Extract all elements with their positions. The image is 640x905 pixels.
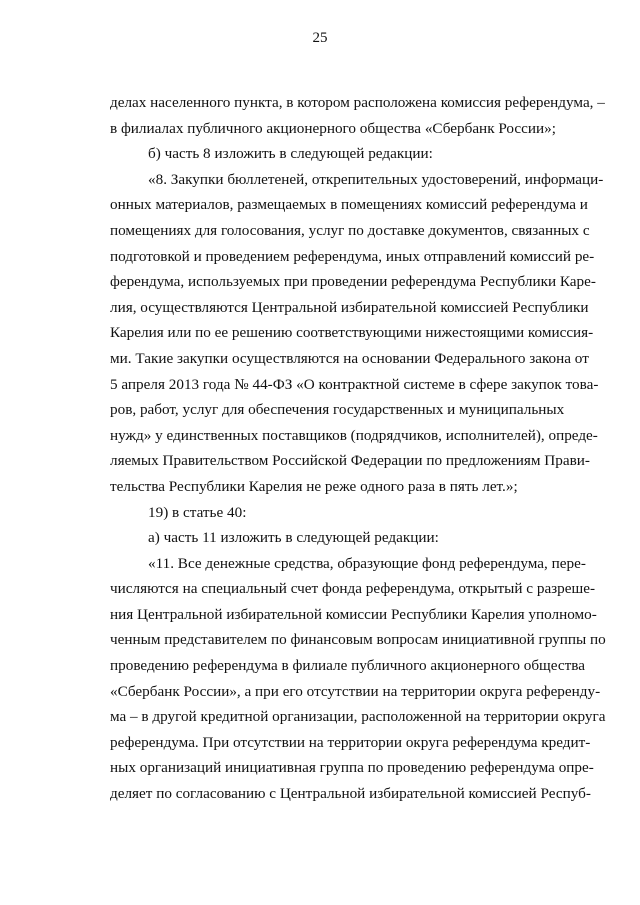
page-number: 25 bbox=[312, 30, 328, 46]
text-line: в филиалах публичного акционерного общества «Сбербанк России»; bbox=[110, 119, 556, 137]
text-line: ния Центральной избирательной комиссии Республики Карелия уполномо- bbox=[110, 605, 597, 623]
text-line: 5 апреля 2013 года № 44-ФЗ «О контрактной системе в сфере закупок това- bbox=[110, 375, 599, 393]
text-line: тельства Республики Карелия не реже одного раза в пять лет.»; bbox=[110, 477, 518, 495]
text-line: ров, работ, услуг для обеспечения государственных и муниципальных bbox=[110, 401, 565, 419]
text-line: проведению референдума в филиале публичного акционерного общества bbox=[110, 657, 585, 675]
text-line: числяются на специальный счет фонда референдума, открытый с разреше- bbox=[110, 580, 596, 598]
text-line: помещениях для голосования, услуг по доставке документов, связанных с bbox=[110, 221, 590, 239]
text-line: онных материалов, размещаемых в помещениях комиссий референдума и bbox=[110, 196, 588, 214]
text-line: ма – в другой кредитной организации, расположенной на территории округа bbox=[110, 708, 606, 726]
text-line: лия, осуществляются Центральной избирательной комиссией Республики bbox=[110, 298, 589, 316]
text-line: б) часть 8 изложить в следующей редакции: bbox=[148, 145, 433, 163]
text-line: делах населенного пункта, в котором расположена комиссия референдума, – bbox=[110, 94, 605, 111]
text-line: референдума. При отсутствии на территории округа референдума кредит- bbox=[110, 733, 591, 751]
text-line: ченным представителем по финансовым вопросам инициативной группы по bbox=[110, 631, 606, 649]
document-body bbox=[110, 90, 606, 807]
text-line: «11. Все денежные средства, образующие фонд референдума, пере- bbox=[148, 554, 586, 572]
text-line: нужд» у единственных поставщиков (подрядчиков, исполнителей), опреде- bbox=[110, 426, 598, 444]
text-line: «8. Закупки бюллетеней, открепительных удостоверений, информаци- bbox=[148, 170, 604, 188]
text-line: «Сбербанк России», а при его отсутствии на территории округа референду- bbox=[110, 682, 601, 700]
text-line: ферендума, используемых при проведении референдума Республики Каре- bbox=[110, 273, 596, 291]
text-line: деляет по согласованию с Центральной избирательной комиссией Респуб- bbox=[110, 785, 591, 803]
text-line: ных организаций инициативная группа по проведению референдума опре- bbox=[110, 759, 594, 777]
text-line: 19) в статье 40: bbox=[148, 503, 247, 521]
text-line: а) часть 11 изложить в следующей редакции: bbox=[148, 529, 439, 547]
text-line: ляемых Правительством Российской Федерации по предложениям Прави- bbox=[110, 452, 590, 470]
text-line: Карелия или по ее решению соответствующими нижестоящими комиссия- bbox=[110, 324, 594, 342]
text-line: ми. Такие закупки осуществляются на основании Федерального закона от bbox=[110, 349, 589, 367]
text-line: подготовкой и проведением референдума, иных отправлений комиссий ре- bbox=[110, 247, 595, 265]
